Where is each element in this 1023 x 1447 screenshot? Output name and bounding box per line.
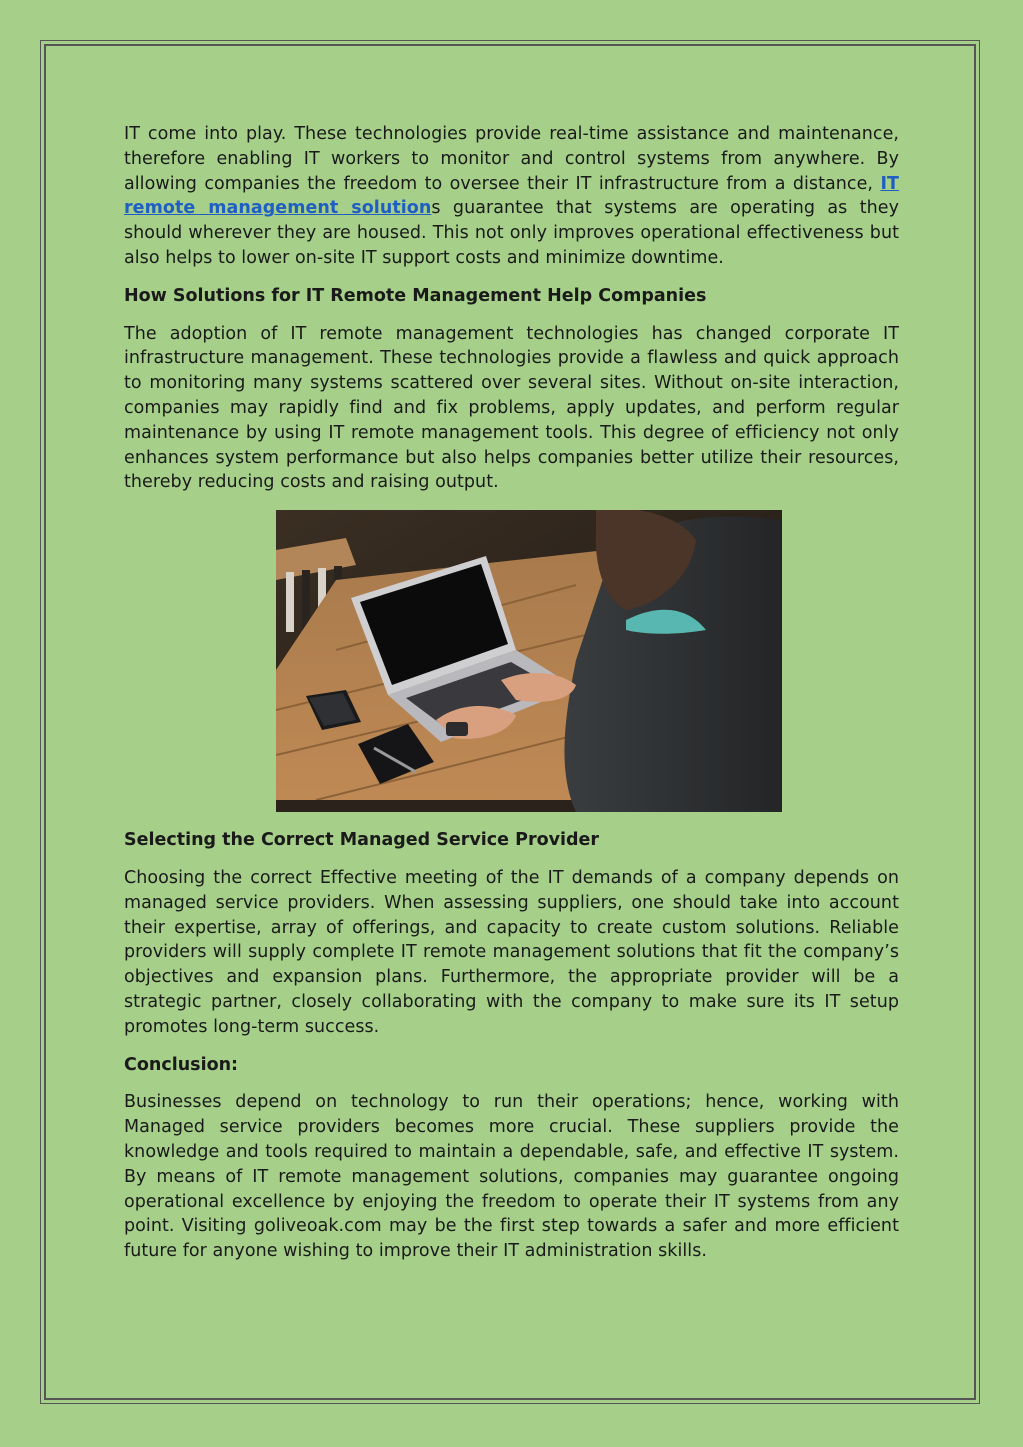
section-heading-selecting-provider: Selecting the Correct Managed Service Provider xyxy=(124,830,600,851)
how-solutions-paragraph: The adoption of IT remote management technologies has changed corporate IT infrastructure management. These technologies provide a flawless and quick approach to monitoring many systems scattered over several sites. Without on-site interaction, companies may rapidly find and fix problems, apply updates, and perform regular maintenance by using IT remote management tools. This degree of efficiency not only enhances system performance but also helps companies better utilize their resources, thereby reducing costs and raising output. xyxy=(124,323,899,493)
document-body xyxy=(124,122,899,1277)
intro-text-before-link: IT come into play. These technologies provide real-time assistance and maintenance, therefore enabling IT workers to monitor and control systems from anywhere. By allowing companies the freedom to oversee their IT infrastructure from a distance, xyxy=(124,124,899,194)
spacer xyxy=(124,812,899,828)
photo-illustration xyxy=(276,510,782,812)
conclusion-paragraph: Businesses depend on technology to run their operations; hence, working with Managed service providers becomes more crucial. These suppliers provide the knowledge and tools required to maintain a dependable, safe, and effective IT system. By means of IT remote management solutions, companies may guarantee ongoing operational excellence by enjoying the freedom to operate their IT systems from any point. Visiting goliveoak.com may be the first step towards a safer and more efficient future for anyone wishing to improve their IT administration skills. xyxy=(124,1092,899,1262)
intro-paragraph xyxy=(124,122,899,271)
section-heading-conclusion: Conclusion: xyxy=(124,1054,239,1075)
selecting-provider-paragraph: Choosing the correct Effective meeting of the IT demands of a company depends on managed service providers. When assessing suppliers, one should take into account their expertise, array of offerings, and capacity to create custom solutions. Reliable providers will supply complete IT remote management solutions that fit the company’s objectives and expansion plans. Furthermore, the appropriate provider will be a strategic partner, closely collaborating with the company to make sure its IT setup promotes long-term success. xyxy=(124,867,899,1037)
person-laptop-photo xyxy=(276,510,782,812)
intro-text-after-link: s guarantee that systems are operating as they should wherever they are housed. This not only improves operational effectiveness but also helps to lower on-site IT support costs and minimize downtime. xyxy=(124,198,899,268)
section-heading-how-solutions: How Solutions for IT Remote Management Help Companies xyxy=(124,285,707,306)
it-remote-management-link[interactable]: IT remote management solution xyxy=(124,173,899,219)
